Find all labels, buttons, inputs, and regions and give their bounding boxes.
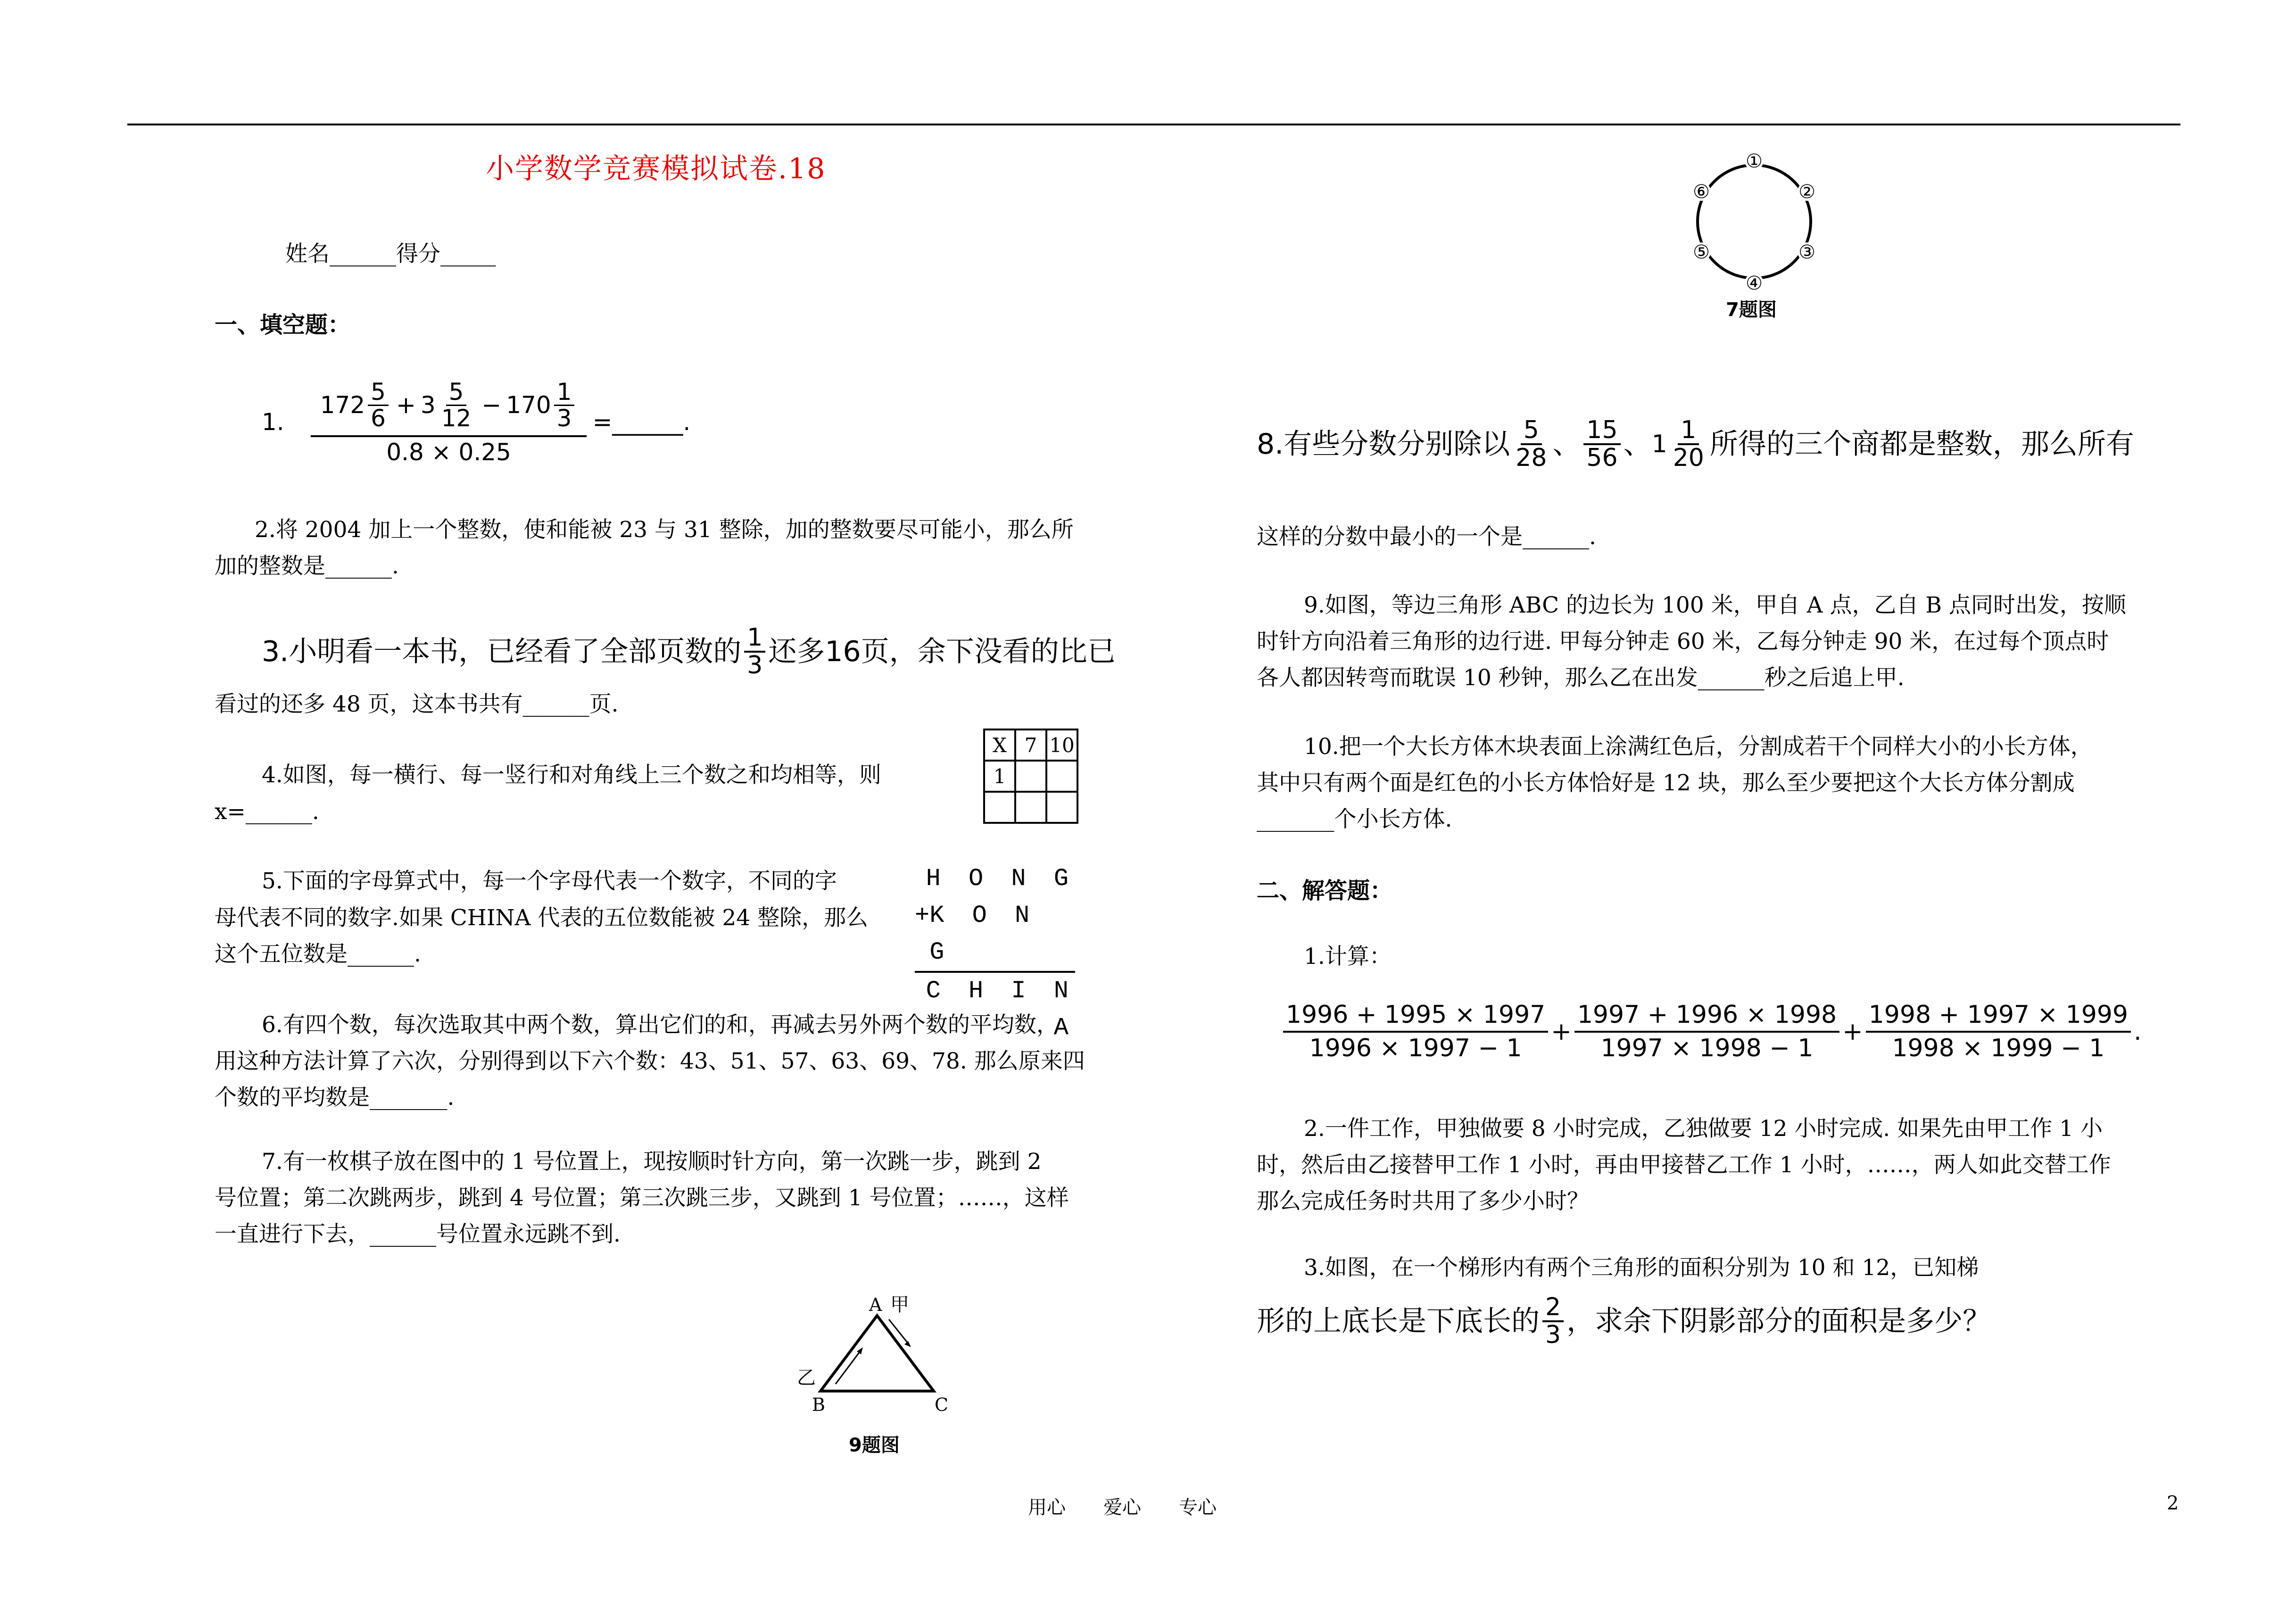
q1-main-fraction: 172 $\frac{5}{6}$ + 3 $\frac{5}{12}$ − 170 $\frac{1}{3}$ 0.8 × 0.25 — [311, 380, 587, 465]
position-3-label: ③ — [1798, 241, 1815, 263]
q3-line-1: 3.小明看一本书，已经看了全部页数的 $\frac{1}{3}$ 还多16页，余下没看的比已 — [262, 623, 1116, 679]
q1-number: 1. — [262, 408, 284, 436]
figure-9-caption: 9题图 — [849, 1434, 900, 1456]
q1-answer-blank: =______. — [592, 408, 691, 436]
s2-q3-line-2: 形的上底长是下底长的 $\frac{2}{3}$ ，求余下阴影部分的面积是多少？ — [1257, 1293, 1991, 1349]
q8-fraction-2: $\frac{15}{56}$ — [1583, 417, 1620, 471]
figure-7-circle — [1660, 141, 1848, 330]
question-1 — [262, 380, 690, 465]
position-5-label: ⑤ — [1693, 241, 1710, 263]
s2-q1-fraction-3: $\frac{1998 + 1997 \times 1999}{1998 \times 1999 - 1}$ — [1866, 1002, 2131, 1061]
position-6-label: ⑥ — [1693, 181, 1710, 203]
q1-term-1: 172 $\frac{5}{6}$ — [320, 380, 391, 431]
q6-line-1: 6.有四个数，每次选取其中两个数，算出它们的和，再减去另外两个数的平均数， — [262, 1012, 1059, 1038]
q9-line-2: 时针方向沿着三角形的边行进. 甲每分钟走 60 米，乙每分钟走 90 米，在过每个顶点时 — [1257, 629, 2109, 655]
yi-label: 乙 — [797, 1367, 816, 1389]
s2-q1-fraction-2: $\frac{1997 + 1996 \times 1998}{1997 \times 1998 - 1}$ — [1574, 1002, 1839, 1061]
page-number: 2 — [2167, 1492, 2179, 1514]
s2-q2-line-2: 时，然后由乙接替甲工作 1 小时，再由甲接替乙工作 1 小时，……，两人如此交替工作 — [1257, 1152, 2111, 1178]
q7-line-2: 号位置；第二次跳两步，跳到 4 号位置；第三次跳三步，又跳到 1 号位置；……，这样 — [215, 1185, 1069, 1211]
q1-term-2: 3 $\frac{5}{12}$ — [420, 378, 472, 432]
q3-fraction: $\frac{1}{3}$ — [744, 625, 765, 678]
s2-q3-fraction: $\frac{2}{3}$ — [1542, 1294, 1564, 1348]
q5-line-3: 这个五位数是______. — [215, 941, 421, 967]
s2-q1-fraction-1: $\frac{1996 + 1995 \times 1997}{1996 \times 1997 - 1}$ — [1283, 1002, 1548, 1061]
figure-9-triangle — [783, 1283, 962, 1467]
page-title: 小学数学竞赛模拟试卷.18 — [486, 152, 826, 185]
q2-line-2: 加的整数是______. — [215, 553, 399, 579]
q5-row-china: C H I N A — [915, 971, 1075, 1046]
q5-line-2: 母代表不同的数字.如果 CHINA 代表的五位数能被 24 整除，那么 — [215, 905, 869, 931]
vertex-c-label: C — [935, 1394, 949, 1415]
q4-line-2: x=______. — [215, 799, 319, 825]
jia-label: 甲 — [890, 1294, 909, 1316]
q5-row-hong: H O N G — [926, 865, 1075, 893]
q10-line-3: _______个小长方体. — [1257, 806, 1452, 832]
q8-line-2: 这样的分数中最小的一个是______. — [1257, 524, 1596, 550]
q3-line-2: 看过的还多 48 页，这本书共有______页. — [215, 691, 619, 717]
s2-q1-label: 1.计算： — [1304, 944, 1392, 969]
q1-term-3: 170 $\frac{1}{3}$ — [506, 380, 577, 431]
section-1-heading: 一、填空题： — [215, 312, 351, 338]
s2-q1-expression: $\frac{1996 + 1995 \times 1997}{1996 \times 1997 - 1}$ + $\frac{1997 + 1996 \times 1998}{1997 \times 1998 - 1}$ + $\frac{1998 + 1997 \times 1999}{1998 \times 1999 - 1}$ . — [1280, 1002, 2141, 1061]
q6-line-3: 个数的平均数是_______. — [215, 1085, 455, 1110]
position-4-label: ④ — [1746, 273, 1763, 294]
section-2-heading: 二、解答题： — [1257, 878, 1393, 904]
q5-line-1: 5.下面的字母算式中，每一个字母代表一个数字，不同的字 — [262, 868, 837, 894]
q9-line-3: 各人都因转弯而耽误 10 秒钟，那么乙在出发______秒之后追上甲. — [1257, 665, 1905, 691]
q5-row-kong: + K O N G — [915, 902, 1036, 966]
q2-line-1: 2.将 2004 加上一个整数，使和能被 23 与 31 整除，加的整数要尽可能小，那么所 — [255, 517, 1074, 543]
vertex-a-label: A — [869, 1294, 882, 1315]
q7-line-1: 7.有一枚棋子放在图中的 1 号位置上，现按顺时针方向，第一次跳一步，跳到 2 — [262, 1149, 1042, 1175]
position-1-label: ① — [1746, 150, 1763, 172]
s2-q2-line-1: 2.一件工作，甲独做要 8 小时完成，乙独做要 12 小时完成. 如果先由甲工作 1 小 — [1304, 1116, 2103, 1142]
q8-fraction-3: 1 $\frac{1}{20}$ — [1651, 416, 1704, 472]
q4-line-1: 4.如图，每一横行、每一竖行和对角线上三个数之和均相等，则 — [262, 762, 881, 788]
q8-line-1: 8.有些分数分别除以 $\frac{5}{28}$ 、 $\frac{15}{56}$ 、 1 $\frac{1}{20}$ 所得的三个商都是整数，那么所有 — [1257, 416, 2134, 472]
header-rule — [127, 124, 2180, 125]
q10-line-2: 其中只有两个面是红色的小长方体恰好是 12 块，那么至少要把这个大长方体分割成 — [1257, 770, 2075, 796]
name-score-line: 姓名______得分_____ — [285, 241, 496, 267]
q10-line-1: 10.把一个大长方体木块表面上涂满红色后，分割成若干个同样大小的小长方体， — [1304, 734, 2093, 760]
s2-q3-line-1: 3.如图，在一个梯形内有两个三角形的面积分别为 10 和 12，已知梯 — [1304, 1255, 1979, 1281]
s2-q2-line-3: 那么完成任务时共用了多少小时？ — [1257, 1188, 1589, 1214]
q4-magic-square: X 7 10 1 — [983, 729, 1078, 824]
q6-line-2: 用这种方法计算了六次，分别得到以下六个数：43、51、57、63、69、78. 那么原来四 — [215, 1048, 1085, 1074]
figure-7-caption: 7题图 — [1726, 299, 1777, 321]
position-2-label: ② — [1798, 181, 1815, 203]
q7-line-3: 一直进行下去，______号位置永远跳不到. — [215, 1221, 621, 1247]
footer-slogan: 用心 爱心 专心 — [1028, 1497, 1217, 1518]
q8-fraction-1: $\frac{5}{28}$ — [1516, 416, 1547, 472]
q1-denominator: 0.8 × 0.25 — [386, 439, 511, 466]
q9-line-1: 9.如图，等边三角形 ABC 的边长为 100 米，甲自 A 点，乙自 B 点同时出发，按顺 — [1304, 592, 2126, 618]
vertex-b-label: B — [812, 1394, 825, 1415]
